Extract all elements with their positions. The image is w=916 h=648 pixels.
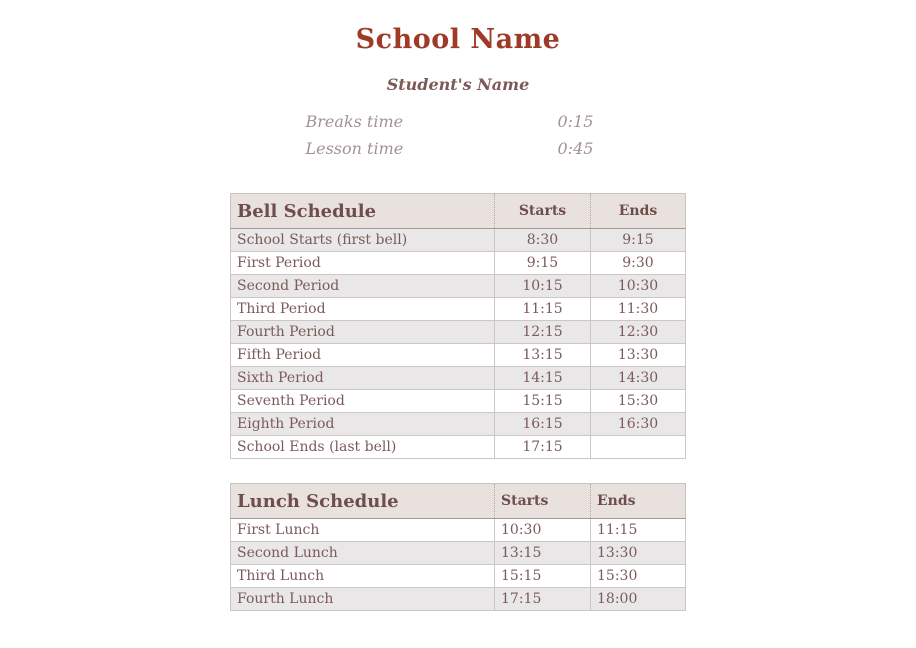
lunch-schedule-table	[230, 483, 686, 611]
starts-cell: 10:15	[495, 275, 591, 298]
ends-cell	[591, 436, 686, 459]
starts-cell: 11:15	[495, 298, 591, 321]
starts-cell: 16:15	[495, 413, 591, 436]
starts-cell: 17:15	[495, 436, 591, 459]
row-label: Second Period	[231, 275, 495, 298]
row-label: Seventh Period	[231, 390, 495, 413]
row-label: Sixth Period	[231, 367, 495, 390]
table-row	[231, 229, 686, 252]
table-row	[231, 321, 686, 344]
table-row	[231, 519, 686, 542]
lunch-schedule-header-row	[231, 484, 686, 519]
table-row	[231, 298, 686, 321]
ends-cell: 9:30	[591, 252, 686, 275]
table-row	[231, 588, 686, 611]
lesson-time-label: Lesson time	[305, 139, 404, 158]
row-label: Fifth Period	[231, 344, 495, 367]
starts-cell: 15:15	[495, 390, 591, 413]
table-row	[231, 436, 686, 459]
lunch-starts-column-header: Starts	[495, 484, 591, 519]
ends-cell: 15:30	[591, 390, 686, 413]
row-label: Third Lunch	[231, 565, 495, 588]
lesson-time-value: 0:45	[557, 139, 594, 158]
starts-cell: 13:15	[495, 542, 591, 565]
breaks-time-label: Breaks time	[305, 112, 404, 131]
bell-ends-column-header: Ends	[591, 194, 686, 229]
breaks-time-value: 0:15	[557, 112, 594, 131]
table-row	[231, 275, 686, 298]
table-row	[231, 252, 686, 275]
row-label: First Period	[231, 252, 495, 275]
starts-cell: 8:30	[495, 229, 591, 252]
table-row	[231, 413, 686, 436]
lunch-schedule-title: Lunch Schedule	[231, 484, 495, 519]
breaks-time-row	[231, 112, 686, 139]
ends-cell: 9:15	[591, 229, 686, 252]
table-row	[231, 565, 686, 588]
table-row	[231, 344, 686, 367]
bell-schedule-table	[230, 193, 686, 459]
ends-cell: 11:30	[591, 298, 686, 321]
ends-cell: 13:30	[591, 344, 686, 367]
starts-cell: 14:15	[495, 367, 591, 390]
ends-cell: 15:30	[591, 565, 686, 588]
row-label: Eighth Period	[231, 413, 495, 436]
row-label: School Ends (last bell)	[231, 436, 495, 459]
starts-cell: 13:15	[495, 344, 591, 367]
ends-cell: 18:00	[591, 588, 686, 611]
time-settings	[231, 112, 686, 166]
starts-cell: 9:15	[495, 252, 591, 275]
starts-cell: 17:15	[495, 588, 591, 611]
student-name: Student's Name	[386, 75, 530, 94]
starts-cell: 12:15	[495, 321, 591, 344]
table-row	[231, 542, 686, 565]
row-label: Fourth Lunch	[231, 588, 495, 611]
row-label: School Starts (first bell)	[231, 229, 495, 252]
ends-cell: 13:30	[591, 542, 686, 565]
table-row	[231, 367, 686, 390]
ends-cell: 14:30	[591, 367, 686, 390]
starts-cell: 10:30	[495, 519, 591, 542]
row-label: Third Period	[231, 298, 495, 321]
ends-cell: 10:30	[591, 275, 686, 298]
row-label: Fourth Period	[231, 321, 495, 344]
starts-cell: 15:15	[495, 565, 591, 588]
row-label: First Lunch	[231, 519, 495, 542]
lesson-time-row	[231, 139, 686, 166]
ends-cell: 11:15	[591, 519, 686, 542]
lunch-ends-column-header: Ends	[591, 484, 686, 519]
bell-starts-column-header: Starts	[495, 194, 591, 229]
page-title: School Name	[355, 24, 561, 55]
bell-schedule-header-row	[231, 194, 686, 229]
table-row	[231, 390, 686, 413]
ends-cell: 16:30	[591, 413, 686, 436]
ends-cell: 12:30	[591, 321, 686, 344]
bell-schedule-title: Bell Schedule	[231, 194, 495, 229]
row-label: Second Lunch	[231, 542, 495, 565]
